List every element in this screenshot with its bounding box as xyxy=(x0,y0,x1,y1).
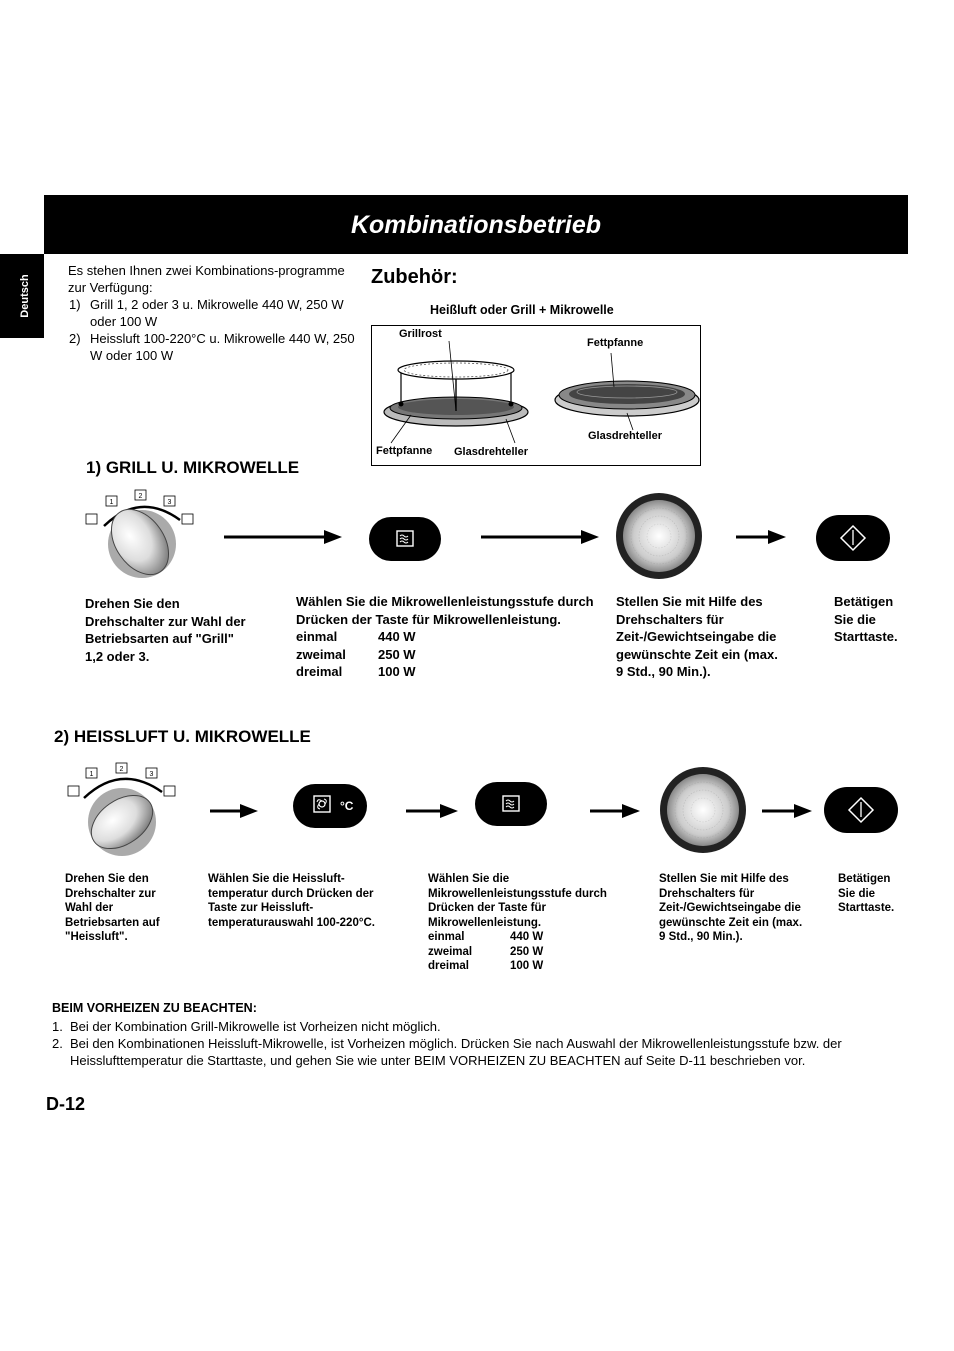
power-row-value: 100 W xyxy=(510,960,544,972)
power-row-value: 100 W xyxy=(378,664,416,679)
power-row xyxy=(428,930,608,945)
temperature-unit-label: °C xyxy=(340,799,354,813)
arrow-icon xyxy=(762,803,812,819)
accessories-caption: Heißluft oder Grill + Mikrowelle xyxy=(430,303,614,317)
label-grillrost: Grillrost xyxy=(399,328,442,340)
microwave-icon xyxy=(86,514,97,524)
power-row-label: dreimal xyxy=(428,960,469,972)
note-item xyxy=(52,1035,936,1069)
arrow-icon xyxy=(224,529,342,545)
section2-step5-text: Betätigen Sie die Starttaste. xyxy=(838,873,895,914)
section2-step3-text: Wählen Sie die Mikrowellenleistungsstufe durch Drücken der Taste für Mikrowellenleistung. xyxy=(428,873,607,929)
note-item xyxy=(52,1018,936,1035)
intro-item xyxy=(68,296,363,330)
section-heissluft-heading: 2) HEISSLUFT U. MIKROWELLE xyxy=(54,727,311,746)
start-button[interactable] xyxy=(823,786,899,834)
microwave-power-button[interactable] xyxy=(368,516,442,562)
mode-dial-grill xyxy=(82,486,202,586)
dial-mark: 1 xyxy=(89,771,94,778)
section2-step2-text: Wählen Sie die Heissluft-temperatur durch Drücken der Taste zur Heissluft-temperaturauswahl 100-220°C. xyxy=(208,873,375,929)
grill-icon xyxy=(86,763,157,778)
power-row xyxy=(428,959,608,974)
intro-item-text: Grill 1, 2 oder 3 u. Mikrowelle 440 W, 250 W oder 100 W xyxy=(90,297,344,329)
intro-item xyxy=(68,330,363,364)
section1-step2 xyxy=(296,593,596,681)
language-tab xyxy=(0,254,44,338)
power-row-label: einmal xyxy=(428,931,465,943)
time-dial-icon[interactable] xyxy=(659,766,747,854)
arrow-icon xyxy=(590,803,640,819)
section1-step2-text: Wählen Sie die Mikrowellenleistungsstufe durch Drücken der Taste für Mikrowellenleistung. xyxy=(296,594,594,627)
intro-lead: Es stehen Ihnen zwei Kombinations-programme zur Verfügung: xyxy=(68,263,345,295)
dial-mark: 3 xyxy=(149,771,154,778)
arrow-icon xyxy=(406,803,458,819)
power-row-label: zweimal xyxy=(428,945,473,958)
dial-mark: 2 xyxy=(119,766,124,773)
section1-step1-text: Drehen Sie den Drehschalter zur Wahl der Betriebsarten auf "Grill" 1,2 oder 3. xyxy=(85,596,246,664)
fat-pan-illustration xyxy=(555,353,699,430)
page-title: Kombinationsbetrieb xyxy=(350,211,601,239)
power-row-label: dreimal xyxy=(296,664,343,679)
dial-mark: 1 xyxy=(109,499,114,506)
intro-item-num: 1) xyxy=(69,297,81,312)
label-glasdrehteller-left: Glasdrehteller xyxy=(454,446,528,458)
microwave-power-button[interactable] xyxy=(474,781,548,827)
grill-icon xyxy=(106,490,175,506)
power-row-value: 440 W xyxy=(378,629,416,644)
notes-heading: BEIM VORHEIZEN ZU BEACHTEN: xyxy=(52,1001,257,1015)
section-grill-heading: 1) GRILL U. MIKROWELLE xyxy=(86,458,300,477)
section2-step4-text: Stellen Sie mit Hilfe des Drehschalters für Zeit-/Gewichtseingabe die gewünschte Zeit ein (max. 9 Std., 90 Min.). xyxy=(659,873,803,943)
accessories-heading: Zubehör: xyxy=(371,266,458,288)
power-row xyxy=(428,945,608,960)
note-text: Bei den Kombinationen Heissluft-Mikrowelle, ist Vorheizen möglich. Drücken Sie nach Auswahl der Mikrowellenleistungsstufe bzw. der Heisslufttemperatur die Starttaste, und gehen Sie wie unter BEIM VORHEIZEN ZU BEACHTEN auf Seite D-11 beschrieben vor. xyxy=(70,1036,842,1068)
label-fettpfanne-left: Fettpfanne xyxy=(376,445,433,457)
dial-mark: 2 xyxy=(138,493,143,500)
note-num: 2. xyxy=(52,1036,63,1051)
start-button[interactable] xyxy=(815,514,891,562)
power-row-value: 440 W xyxy=(510,931,544,943)
temperature-button[interactable] xyxy=(292,783,368,829)
title-bar xyxy=(44,195,908,254)
language-tab-label: Deutsch xyxy=(19,274,31,318)
power-row xyxy=(296,646,596,664)
power-row-label: einmal xyxy=(296,629,338,644)
fan-icon xyxy=(164,786,175,796)
power-row-value: 250 W xyxy=(510,945,544,958)
notes-list xyxy=(52,1018,936,1069)
page-number: D-12 xyxy=(46,1094,86,1114)
grill-rack-illustration xyxy=(384,341,528,443)
note-text: Bei der Kombination Grill-Mikrowelle ist Vorheizen nicht möglich. xyxy=(70,1019,441,1034)
power-row-label: zweimal xyxy=(296,646,346,662)
section2-step1-text: Drehen Sie den Drehschalter zur Wahl der Betriebsarten auf "Heissluft". xyxy=(65,873,160,943)
intro-item-text: Heissluft 100-220°C u. Mikrowelle 440 W, 250 W oder 100 W xyxy=(90,331,355,363)
label-glasdrehteller-right: Glasdrehteller xyxy=(588,430,662,442)
intro-text xyxy=(68,262,363,364)
arrow-icon xyxy=(210,803,258,819)
label-fettpfanne-right: Fettpfanne xyxy=(587,337,644,349)
section1-step4-text: Betätigen Sie die Starttaste. xyxy=(834,594,898,644)
power-row xyxy=(296,628,596,646)
arrow-icon xyxy=(736,529,786,545)
mode-dial-heissluft xyxy=(66,760,186,860)
time-dial-icon[interactable] xyxy=(615,492,703,580)
microwave-icon xyxy=(68,786,79,796)
fan-icon xyxy=(182,514,193,524)
arrow-icon xyxy=(481,529,599,545)
section2-step3 xyxy=(428,872,608,974)
section1-step3-text: Stellen Sie mit Hilfe des Drehschalters für Zeit-/Gewichtseingabe die gewünschte Zeit ein (max. 9 Std., 90 Min.). xyxy=(616,594,778,679)
power-row xyxy=(296,663,596,681)
intro-item-num: 2) xyxy=(69,331,81,346)
note-num: 1. xyxy=(52,1019,63,1034)
dial-mark: 3 xyxy=(167,499,172,506)
power-row-value: 250 W xyxy=(378,646,416,662)
